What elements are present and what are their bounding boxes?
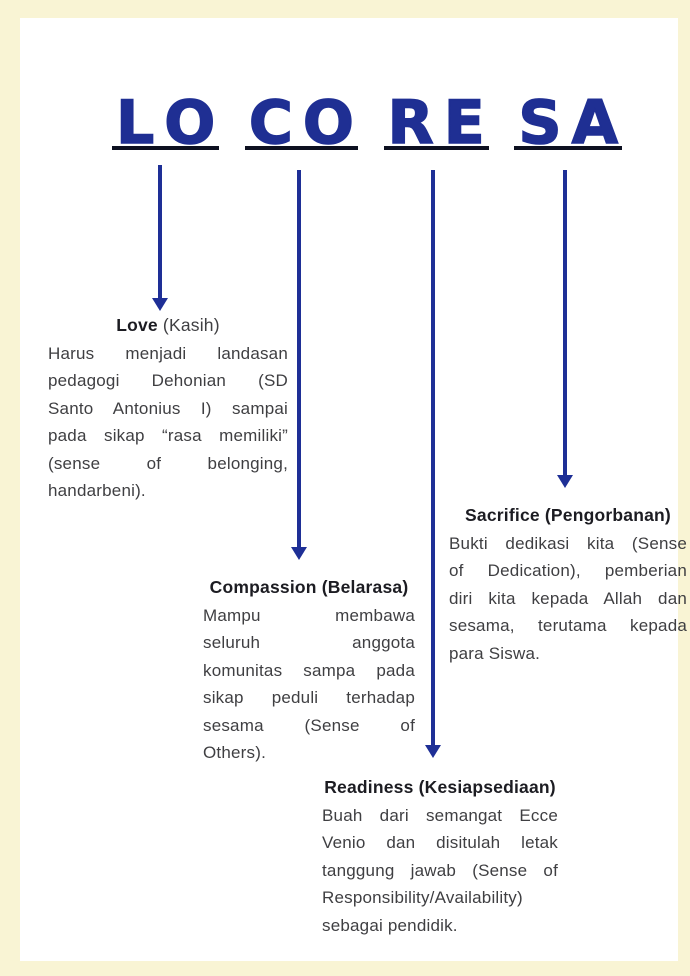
love-section (48, 312, 288, 505)
compassion-body-line: seluruh anggota (203, 633, 415, 652)
love-body-line: Harus menjadi landasan (48, 343, 288, 363)
love-body-line: pada sikap “rasa memiliki” (48, 426, 288, 445)
love-heading-translation: (Kasih) (157, 315, 220, 335)
love-body-line: pedagogi Dehonian (SD (48, 371, 288, 390)
title-letter: L (116, 88, 155, 158)
love-heading (48, 312, 288, 340)
arrow-line (297, 170, 301, 548)
title-letter: E (443, 88, 485, 158)
sacrifice-body-line: diri kita kepada Allah dan (449, 588, 687, 608)
arrow-head-icon (425, 745, 441, 758)
love-heading-term: Love (116, 315, 158, 335)
title-pair-lo (112, 88, 219, 158)
compassion-body-line: Others). (203, 743, 267, 762)
down-arrow-readiness (425, 170, 441, 758)
love-body-line: handarbeni). (48, 481, 146, 500)
readiness-body-line: tanggung jawab (Sense of (322, 860, 558, 880)
readiness-body-line: sebagai pendidik. (322, 915, 458, 935)
sacrifice-body-line: para Siswa. (449, 643, 541, 663)
title-letter: R (387, 88, 434, 158)
readiness-body-line: Responsibility/Availability) (322, 888, 523, 907)
poster-card (20, 18, 687, 961)
compassion-body-line: Mampu membawa (203, 605, 415, 625)
title-pair-sa (514, 88, 622, 158)
arrow-line (431, 170, 435, 746)
arrow-head-icon (557, 475, 573, 488)
compassion-body-line: sesama (Sense of (203, 715, 415, 735)
sacrifice-body-line: Bukti dedikasi kita (Sense (449, 533, 687, 553)
arrow-head-icon (291, 547, 307, 560)
down-arrow-compassion (291, 170, 307, 560)
arrow-line (158, 165, 162, 299)
sacrifice-body-line: sesama, terutama kepada (449, 616, 687, 635)
arrow-line (563, 170, 567, 476)
title-letter: A (571, 88, 618, 158)
readiness-heading (322, 774, 558, 802)
compassion-body-line: komunitas sampa pada (203, 660, 415, 680)
title-letter: C (248, 88, 293, 158)
title-letter: O (164, 88, 216, 158)
down-arrow-love (152, 165, 168, 311)
down-arrow-sacrifice (557, 170, 573, 488)
sacrifice-body-line: of Dedication), pemberian (449, 561, 687, 580)
readiness-body-line: Buah dari semangat Ecce (322, 805, 558, 825)
title-letter: S (518, 88, 562, 158)
readiness-body-line: Venio dan disitulah letak (322, 833, 558, 852)
compassion-heading-term: Compassion (Belarasa) (209, 577, 409, 597)
sacrifice-heading (449, 502, 687, 530)
arrow-head-icon (152, 298, 168, 311)
title-pair-re (384, 88, 489, 158)
sacrifice-heading-term: Sacrifice (Pengorbanan) (465, 505, 671, 525)
title-pair-co (245, 88, 358, 158)
love-body-line: Santo Antonius I) sampai (48, 398, 288, 418)
readiness-section (322, 774, 558, 939)
compassion-heading (203, 574, 415, 602)
sacrifice-section (449, 502, 687, 667)
title-locoresa (112, 88, 622, 158)
love-body-line: (sense of belonging, (48, 453, 288, 473)
title-letter: O (302, 88, 354, 158)
compassion-section (203, 574, 415, 767)
compassion-body-line: sikap peduli terhadap (203, 688, 415, 707)
readiness-heading-term: Readiness (Kesiapsediaan) (324, 777, 556, 797)
